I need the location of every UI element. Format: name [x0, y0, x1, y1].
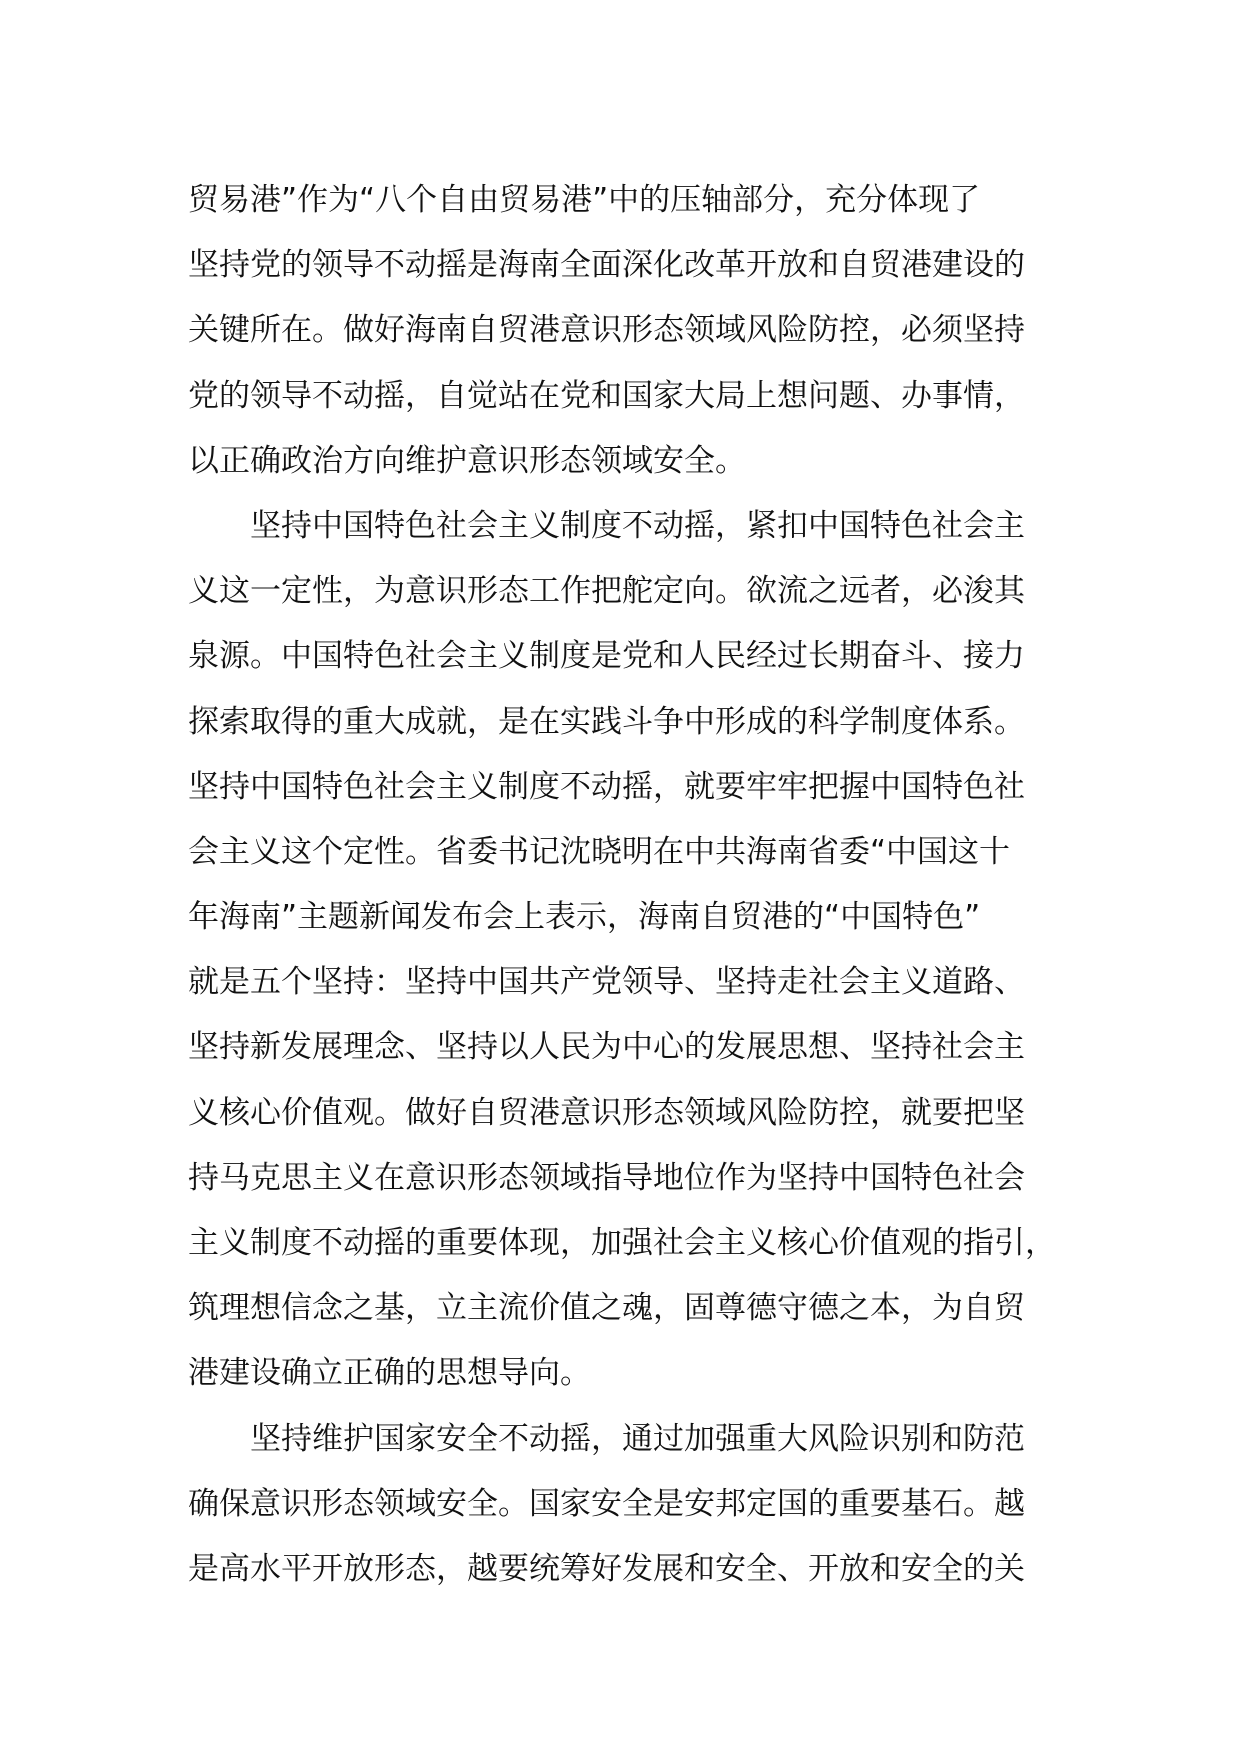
text-line: 就是五个坚持：坚持中国共产党领导、坚持走社会主义道路、	[188, 964, 1025, 1001]
text-line: 党的领导不动摇，自觉站在党和国家大局上想问题、办事情，	[188, 377, 1025, 414]
text-line: 坚持党的领导不动摇是海南全面深化改革开放和自贸港建设的	[188, 247, 1025, 284]
text-line: 义这一定性，为意识形态工作把舵定向。欲流之远者，必浚其	[188, 573, 1025, 610]
paragraph-1	[188, 168, 1068, 494]
text-line: 持马克思主义在意识形态领域指导地位作为坚持中国特色社会	[188, 1159, 1025, 1196]
paragraph-2	[188, 494, 1068, 1407]
text-line: 年海南”主题新闻发布会上表示，海南自贸港的“中国特色”	[188, 899, 981, 936]
text-line: 筑理想信念之基，立主流价值之魂，固尊德守德之本，为自贸	[188, 1290, 1025, 1327]
text-line: 坚持新发展理念、坚持以人民为中心的发展思想、坚持社会主	[188, 1029, 1025, 1066]
text-line: 港建设确立正确的思想导向。	[188, 1355, 591, 1392]
text-line: 探索取得的重大成就，是在实践斗争中形成的科学制度体系。	[188, 703, 1025, 740]
text-line: 以正确政治方向维护意识形态领域安全。	[188, 442, 746, 479]
text-line: 泉源。中国特色社会主义制度是党和人民经过长期奋斗、接力	[188, 638, 1025, 675]
text-line: 主义制度不动摇的重要体现，加强社会主义核心价值观的指引，	[188, 1225, 1056, 1261]
text-line: 坚持中国特色社会主义制度不动摇，就要牢牢把握中国特色社	[188, 768, 1025, 805]
text-line: 贸易港”作为“八个自由贸易港”中的压轴部分，充分体现了	[188, 182, 981, 218]
text-line: 确保意识形态领域安全。国家安全是安邦定国的重要基石。越	[188, 1485, 1025, 1522]
text-line: 是高水平开放形态，越要统筹好发展和安全、开放和安全的关	[188, 1550, 1025, 1587]
text-line: 坚持中国特色社会主义制度不动摇，紧扣中国特色社会主	[250, 507, 1025, 544]
body-text	[188, 168, 1068, 1602]
text-line: 会主义这个定性。省委书记沈晓明在中共海南省委“中国这十	[188, 833, 1011, 870]
text-line: 关键所在。做好海南自贸港意识形态领域风险防控，必须坚持	[188, 312, 1025, 349]
paragraph-3	[188, 1407, 1068, 1603]
text-line: 义核心价值观。做好自贸港意识形态领域风险防控，就要把坚	[188, 1094, 1025, 1131]
text-line: 坚持维护国家安全不动摇，通过加强重大风险识别和防范	[250, 1420, 1025, 1457]
